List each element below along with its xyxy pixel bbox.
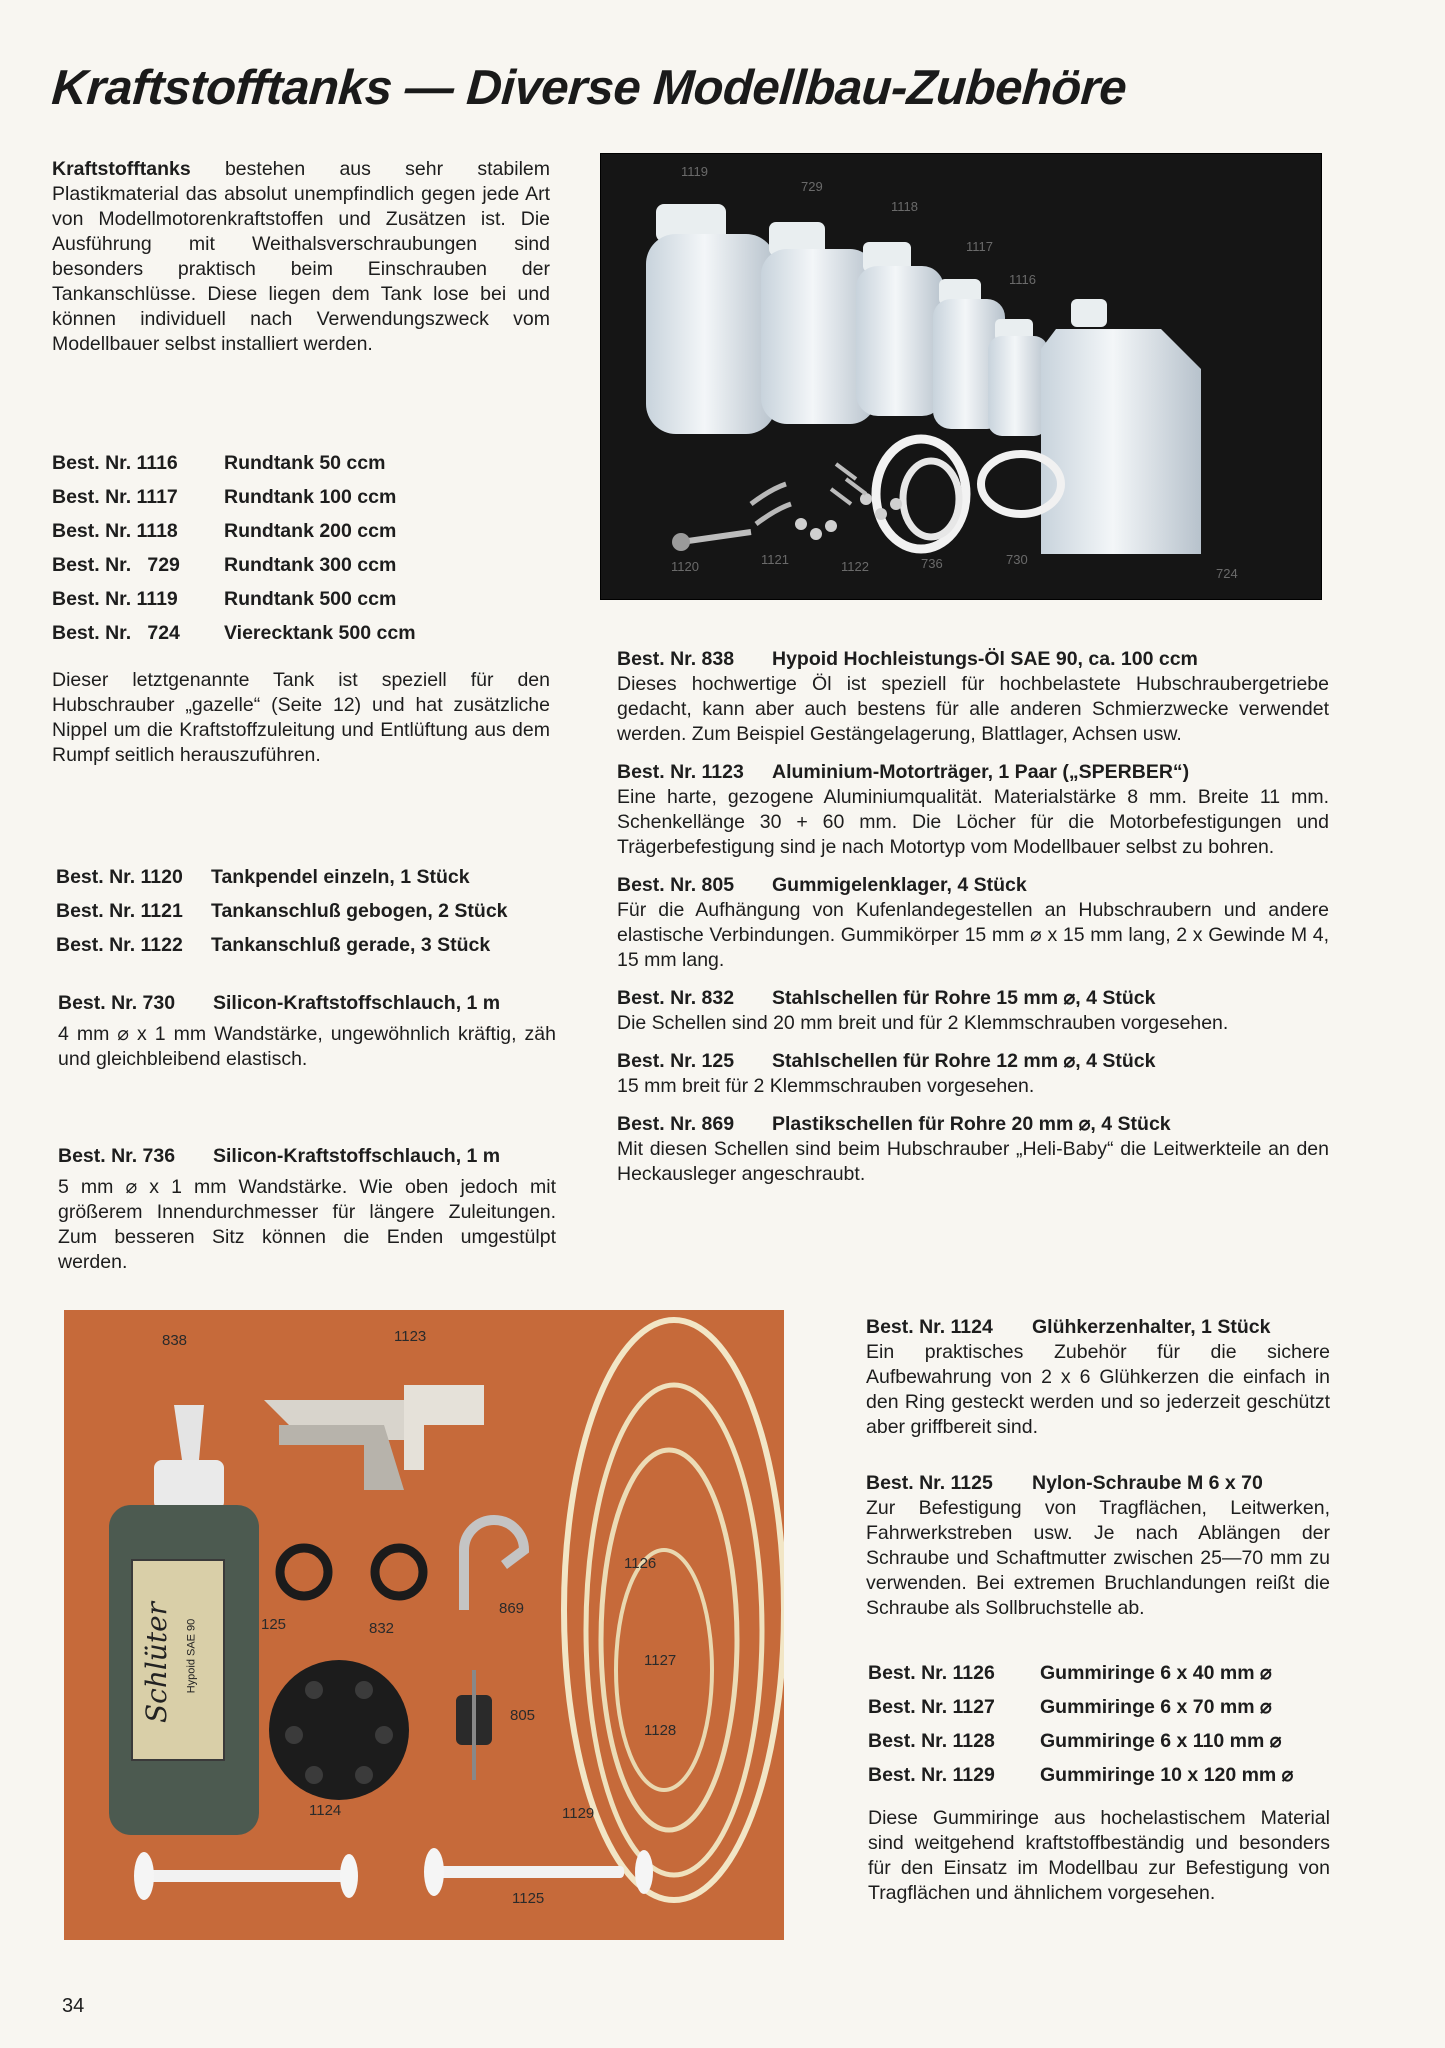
fittings-list bbox=[56, 860, 508, 962]
bottle-label bbox=[134, 1570, 224, 1760]
intro-bold: Kraftstofftanks bbox=[52, 158, 191, 180]
entry-heading bbox=[617, 1111, 1329, 1137]
page-title: Kraftstofftanks — Diverse Modellbau-Zubehöre bbox=[50, 61, 1129, 115]
product-name: Silicon-Kraftstoffschlauch, 1 m bbox=[213, 992, 501, 1014]
product-entry-1123 bbox=[617, 759, 1329, 860]
product-description: Ein praktisches Zubehör für die sichere Aufbewahrung von 2 x 6 Glühkerzen die einfach in den Ring gesteckt werden und so jederzeit geschützt aber griffbereit sind. bbox=[866, 1341, 1330, 1438]
list-item bbox=[52, 446, 416, 480]
list-item bbox=[52, 548, 416, 582]
product-description: Eine harte, gezogene Aluminiumqualität. Materialstärke 8 mm. Breite 11 mm. Schenkellänge 30 + 60 mm. Die Löcher für die Motorbefestigungen und Trägerbefestigung sind je nach Motortyp vom Modellbauer selbst zu bohren. bbox=[617, 786, 1329, 858]
order-number: Best. Nr. 724 bbox=[52, 621, 180, 644]
item-description: Gummiringe 6 x 40 mm ⌀ bbox=[1040, 1662, 1272, 1684]
order-number: Best. Nr. 1129 bbox=[868, 1763, 995, 1786]
order-number: Best. Nr. 1128 bbox=[868, 1729, 995, 1752]
order-number: Best. Nr. 1125 bbox=[866, 1472, 993, 1494]
order-number: Best. Nr. 1123 bbox=[617, 761, 744, 783]
list-item bbox=[868, 1690, 1293, 1724]
photo-label: 838 bbox=[162, 1332, 188, 1349]
photo-label: 1116 bbox=[1009, 272, 1036, 287]
photo-label: 1123 bbox=[394, 1328, 427, 1345]
product-entry-730 bbox=[58, 990, 556, 1072]
product-entry-125 bbox=[617, 1048, 1329, 1099]
product-description: 15 mm breit für 2 Klemmschrauben vorgesehen. bbox=[617, 1075, 1035, 1097]
list-item bbox=[868, 1656, 1293, 1690]
product-name: Aluminium-Motorträger, 1 Paar („SPERBER“) bbox=[772, 761, 1190, 783]
photo-label: 1117 bbox=[966, 239, 993, 254]
order-number: Best. Nr. 805 bbox=[617, 874, 735, 896]
item-description: Gummiringe 6 x 110 mm ⌀ bbox=[1040, 1730, 1282, 1752]
product-entry-869 bbox=[617, 1111, 1329, 1187]
product-description: Für die Aufhängung von Kufenlandegestellen an Hubschraubern und andere elastische Verbindungen. Gummikörper 15 mm ⌀ x 15 mm lang, 2 x Gewinde M 4, 15 mm lang. bbox=[617, 899, 1329, 971]
item-description: Rundtank 100 ccm bbox=[224, 485, 397, 508]
entry-heading bbox=[617, 759, 1329, 785]
photo-label: 1125 bbox=[512, 1890, 545, 1907]
list-item bbox=[868, 1758, 1293, 1792]
order-number: Best. Nr. 1116 bbox=[52, 451, 178, 474]
product-description: Dieses hochwertige Öl ist speziell für hochbelastete Hubschraubergetriebe gedacht, kann aber auch bestens für alle anderen Schmierzwecke verwendet werden. Zum Beispiel Gestängelagerung, Blattlager, Achsen usw. bbox=[617, 673, 1329, 745]
entry-heading bbox=[617, 872, 1329, 898]
list-item bbox=[52, 582, 416, 616]
product-name: Stahlschellen für Rohre 15 mm ⌀, 4 Stück bbox=[772, 987, 1156, 1009]
photo-label: 1118 bbox=[891, 199, 918, 214]
item-description: Tankpendel einzeln, 1 Stück bbox=[211, 865, 470, 888]
entry-heading bbox=[617, 1048, 1329, 1074]
order-number: Best. Nr. 125 bbox=[617, 1050, 735, 1072]
product-name: Stahlschellen für Rohre 12 mm ⌀, 4 Stück bbox=[772, 1050, 1156, 1072]
entry-heading bbox=[58, 990, 556, 1016]
photo-label: 1129 bbox=[562, 1805, 595, 1822]
product-entry-805 bbox=[617, 872, 1329, 973]
photo-label: 730 bbox=[1006, 552, 1028, 567]
order-number: Best. Nr. 838 bbox=[617, 648, 735, 670]
entry-heading bbox=[617, 985, 1329, 1011]
rings-list bbox=[868, 1656, 1293, 1792]
photo-label: 724 bbox=[1216, 566, 1238, 581]
order-number: Best. Nr. 1122 bbox=[56, 933, 183, 956]
tank-note: Dieser letztgenannte Tank ist speziell für den Hubschrauber „gazelle“ (Seite 12) und hat zusätzliche Nippel um die Kraftstoffzuleitung und Entlüftung aus dem Rumpf seitlich herauszuführen. bbox=[52, 669, 550, 766]
item-description: Gummiringe 6 x 70 mm ⌀ bbox=[1040, 1696, 1272, 1718]
photo-label: 805 bbox=[510, 1707, 536, 1724]
item-description: Rundtank 300 ccm bbox=[224, 553, 397, 576]
product-name: Glühkerzenhalter, 1 Stück bbox=[1032, 1316, 1271, 1338]
list-item bbox=[56, 860, 508, 894]
rings-note: Diese Gummiringe aus hochelastischem Material sind weitgehend kraftstoffbeständig und besonders für den Einsatz im Modellbau zur Befestigung von Tragflächen und ähnlichem vorgesehen. bbox=[868, 1807, 1330, 1904]
photo-label: 1120 bbox=[671, 559, 699, 574]
product-name: Silicon-Kraftstoffschlauch, 1 m bbox=[213, 1145, 501, 1167]
lower-right-entries bbox=[866, 1314, 1330, 1621]
product-entry-1124 bbox=[866, 1314, 1330, 1440]
product-entry-1125 bbox=[866, 1470, 1330, 1621]
photo-label: 1126 bbox=[624, 1555, 657, 1572]
order-number: Best. Nr. 1124 bbox=[866, 1316, 993, 1338]
order-number: Best. Nr. 1117 bbox=[52, 485, 178, 508]
item-description: Rundtank 500 ccm bbox=[224, 587, 397, 610]
order-number: Best. Nr. 1121 bbox=[56, 899, 183, 922]
order-number: Best. Nr. 1126 bbox=[868, 1661, 995, 1684]
product-description: Zur Befestigung von Tragflächen, Leitwerken, Fahrwerkstreben usw. Je nach Ablängen der Schraube und Schaftmutter zwischen 25—70 mm zu verwenden. Bei extremen Bruchlandungen reißt die Schraube als Sollbruchstelle ab. bbox=[866, 1497, 1330, 1619]
list-item bbox=[52, 616, 416, 650]
product-description: Die Schellen sind 20 mm breit und für 2 Klemmschrauben vorgesehen. bbox=[617, 1012, 1229, 1034]
photo-label: 869 bbox=[499, 1600, 525, 1617]
tanks-illustration bbox=[601, 154, 1321, 599]
order-number: Best. Nr. 1127 bbox=[868, 1695, 995, 1718]
product-description: 5 mm ⌀ x 1 mm Wandstärke. Wie oben jedoch mit größerem Innendurchmesser für längere Zuleitungen. Zum besseren Sitz können die Enden umgestülpt werden. bbox=[58, 1176, 556, 1273]
order-number: Best. Nr. 1119 bbox=[52, 587, 178, 610]
photo-label: 1128 bbox=[644, 1722, 677, 1739]
intro-paragraph bbox=[52, 157, 550, 357]
order-number: Best. Nr. 730 bbox=[58, 992, 176, 1014]
product-description: 4 mm ⌀ x 1 mm Wandstärke, ungewöhnlich kräftig, zäh und gleichbleibend elastisch. bbox=[58, 1023, 556, 1070]
entry-heading bbox=[617, 646, 1329, 672]
accessories-photo bbox=[64, 1310, 784, 1940]
product-name: Hypoid Hochleistungs-Öl SAE 90, ca. 100 ccm bbox=[772, 648, 1198, 670]
right-column-entries bbox=[617, 646, 1329, 1187]
item-description: Tankanschluß gebogen, 2 Stück bbox=[211, 899, 508, 922]
tanks-photo bbox=[600, 153, 1322, 600]
product-name: Plastikschellen für Rohre 20 mm ⌀, 4 Stück bbox=[772, 1113, 1171, 1135]
product-name: Nylon-Schraube M 6 x 70 bbox=[1032, 1472, 1263, 1494]
photo-label: 125 bbox=[261, 1616, 287, 1633]
tank-list bbox=[52, 446, 416, 650]
photo-label: 832 bbox=[369, 1620, 395, 1637]
order-number: Best. Nr. 1118 bbox=[52, 519, 178, 542]
product-name: Gummigelenklager, 4 Stück bbox=[772, 874, 1027, 896]
photo-label: 736 bbox=[921, 556, 943, 571]
item-description: Gummiringe 10 x 120 mm ⌀ bbox=[1040, 1764, 1294, 1786]
list-item bbox=[52, 480, 416, 514]
photo-label: 1127 bbox=[644, 1652, 677, 1669]
photo-label: 729 bbox=[801, 179, 823, 194]
item-description: Tankanschluß gerade, 3 Stück bbox=[211, 933, 491, 956]
list-item bbox=[52, 514, 416, 548]
intro-text: bestehen aus sehr stabilem Plastikmaterial das absolut unempfindlich gegen jede Art von Modellmotorenkraftstoffen und Zusätzen ist. Die Ausführung mit Weithalsverschraubungen sind besonders praktisch beim Einschrauben der Tankanschlüsse. Diese liegen dem Tank lose bei und können individuell nach Verwendungszweck vom Modellbauer selbst installiert werden. bbox=[52, 158, 550, 355]
photo-label: 1122 bbox=[841, 559, 869, 574]
item-description: Rundtank 200 ccm bbox=[224, 519, 397, 542]
order-number: Best. Nr. 729 bbox=[52, 553, 180, 576]
page-number: 34 bbox=[62, 1995, 85, 2017]
product-entry-838 bbox=[617, 646, 1329, 747]
product-entry-832 bbox=[617, 985, 1329, 1036]
list-item bbox=[56, 894, 508, 928]
entry-heading bbox=[58, 1143, 556, 1169]
order-number: Best. Nr. 832 bbox=[617, 987, 735, 1009]
order-number: Best. Nr. 1120 bbox=[56, 865, 183, 888]
item-description: Vierecktank 500 ccm bbox=[224, 621, 416, 644]
entry-heading bbox=[866, 1314, 1330, 1340]
order-number: Best. Nr. 736 bbox=[58, 1145, 176, 1167]
list-item bbox=[868, 1724, 1293, 1758]
list-item bbox=[56, 928, 508, 962]
photo-label: 1121 bbox=[761, 552, 789, 567]
product-entry-736 bbox=[58, 1143, 556, 1275]
bottle-brand: Schlüter bbox=[140, 1601, 174, 1724]
product-description: Mit diesen Schellen sind beim Hubschrauber „Heli-Baby“ die Leitwerkteile an den Heckausleger angeschraubt. bbox=[617, 1138, 1329, 1185]
bottle-subtitle: Hypoid SAE 90 bbox=[185, 1618, 198, 1694]
photo-label: 1124 bbox=[309, 1802, 342, 1819]
item-description: Rundtank 50 ccm bbox=[224, 451, 386, 474]
entry-heading bbox=[866, 1470, 1330, 1496]
photo-label: 1119 bbox=[681, 164, 708, 179]
order-number: Best. Nr. 869 bbox=[617, 1113, 735, 1135]
